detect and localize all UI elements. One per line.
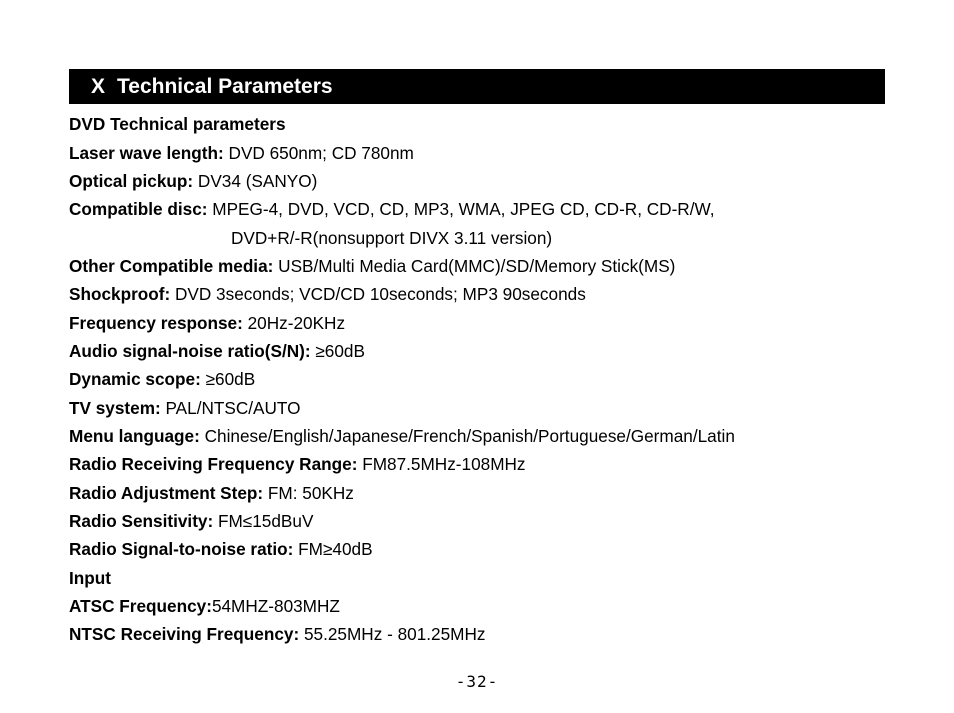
spec-value: USB/Multi Media Card(MMC)/SD/Memory Stick(MS) [273, 256, 676, 276]
spec-line [69, 313, 345, 333]
spec-label: TV system: [69, 398, 161, 418]
spec-value: 20Hz-20KHz [242, 313, 346, 333]
spec-line [69, 539, 373, 559]
spec-value: FM≤15dBuV [213, 511, 314, 531]
spec-value: ≥60dB [200, 369, 256, 389]
spec-line [69, 511, 313, 531]
spec-line [69, 369, 255, 389]
spec-line [69, 483, 354, 503]
spec-label: DVD Technical parameters [69, 114, 286, 134]
spec-label: Audio signal-noise ratio(S/N): [69, 341, 311, 361]
spec-label: ATSC Frequency: [69, 596, 212, 616]
spec-label: Laser wave length: [69, 143, 224, 163]
spec-line [69, 398, 300, 418]
spec-value: FM≥40dB [293, 539, 373, 559]
section-number: X [91, 74, 106, 98]
spec-value: MPEG-4, DVD, VCD, CD, MP3, WMA, JPEG CD, CD-R, CD-R/W, [207, 199, 715, 219]
spec-line-continuation [231, 228, 552, 248]
spec-line [69, 171, 317, 191]
spec-line [69, 256, 675, 276]
spec-line [69, 568, 111, 588]
spec-value: DVD 3seconds; VCD/CD 10seconds; MP3 90seconds [170, 284, 586, 304]
spec-label: Shockproof: [69, 284, 171, 304]
spec-label: Compatible disc: [69, 199, 208, 219]
section-title: Technical Parameters [117, 74, 333, 98]
spec-value: DV34 (SANYO) [193, 171, 318, 191]
spec-line [69, 284, 586, 304]
spec-value: 54MHZ-803MHZ [211, 596, 340, 616]
spec-value: PAL/NTSC/AUTO [160, 398, 301, 418]
spec-label: Optical pickup: [69, 171, 194, 191]
spec-label: Radio Signal-to-noise ratio: [69, 539, 294, 559]
spec-value: ≥60dB [310, 341, 365, 361]
spec-label: Radio Receiving Frequency Range: [69, 454, 358, 474]
spec-value: FM: 50KHz [263, 483, 354, 503]
spec-label: Menu language: [69, 426, 200, 446]
spec-line [69, 454, 526, 474]
spec-label: Input [69, 568, 111, 588]
spec-value: DVD+R/-R(nonsupport DIVX 3.11 version) [231, 228, 553, 248]
spec-label: NTSC Receiving Frequency: [69, 624, 300, 644]
spec-line [69, 624, 485, 644]
spec-line [69, 596, 340, 616]
section-header [69, 69, 885, 104]
spec-line [69, 114, 286, 134]
spec-value: FM87.5MHz-108MHz [357, 454, 526, 474]
spec-line [69, 199, 715, 219]
spec-label: Other Compatible media: [69, 256, 274, 276]
spec-value: DVD 650nm; CD 780nm [223, 143, 414, 163]
spec-label: Radio Adjustment Step: [69, 483, 264, 503]
spec-value: Chinese/English/Japanese/French/Spanish/Portuguese/German/Latin [199, 426, 735, 446]
spec-line [69, 143, 414, 163]
spec-label: Frequency response: [69, 313, 243, 333]
page-number: -32- [455, 672, 499, 691]
spec-line [69, 426, 735, 446]
spec-value: 55.25MHz - 801.25MHz [299, 624, 486, 644]
spec-label: Dynamic scope: [69, 369, 201, 389]
spec-label: Radio Sensitivity: [69, 511, 214, 531]
spec-line [69, 341, 365, 361]
